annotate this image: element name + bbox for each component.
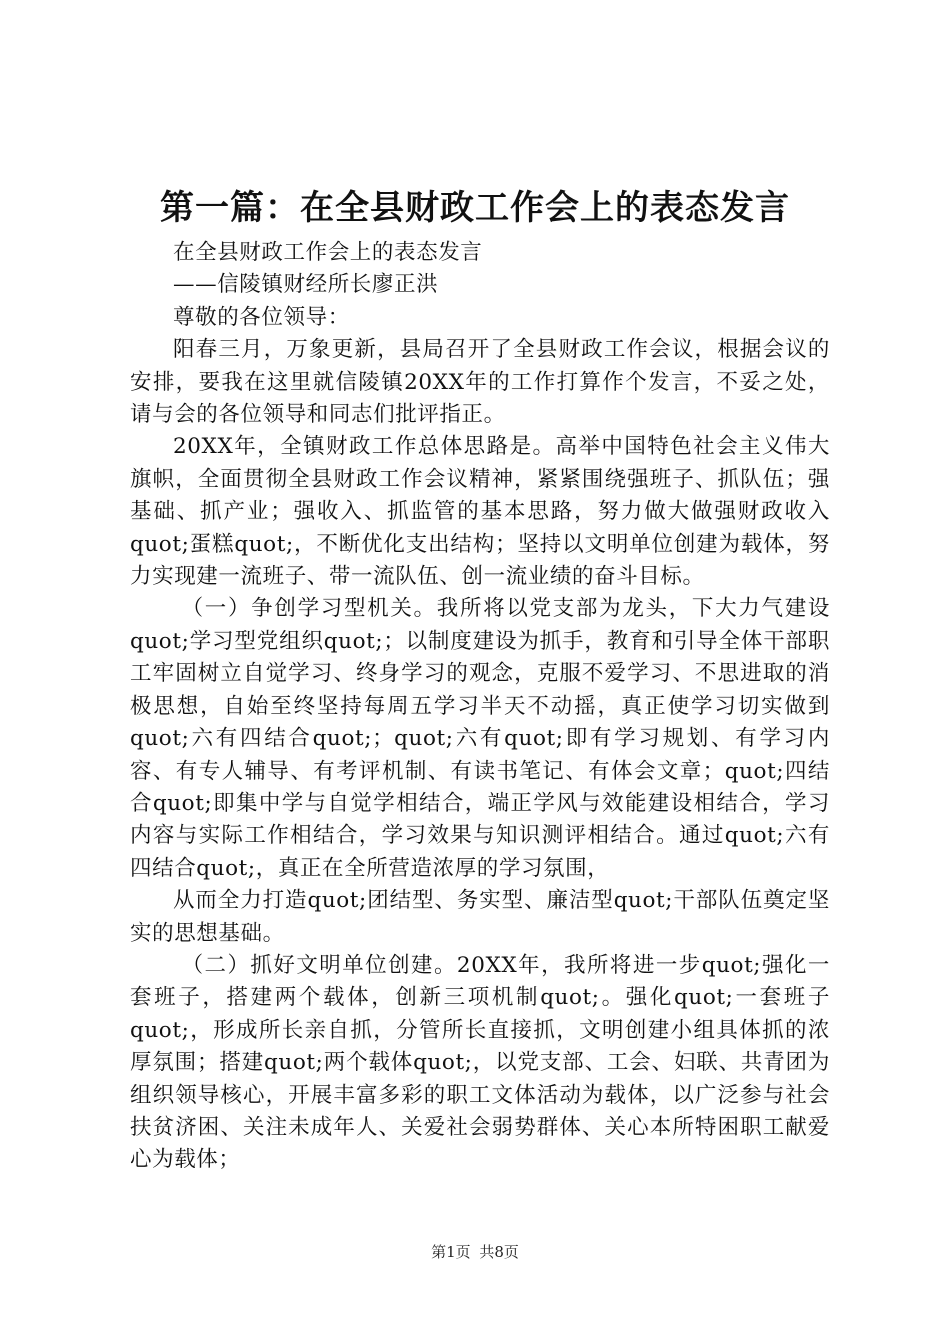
paragraph-intro: 阳春三月，万象更新，县局召开了全县财政工作会议，根据会议的安排，要我在这里就信陵镇20XX年的工作打算作个发言，不妥之处，请与会的各位领导和同志们批评指正。 xyxy=(130,337,830,428)
paragraph-section-1: （一）争创学习型机关。我所将以党支部为龙头，下大力气建设quot;学习型党组织quot;；以制度建设为抓手，教育和引导全体干部职工牢固树立自觉学习、终身学习的观念，克服不爱学习、不思进取的消极思想，自始至终坚持每周五学习半天不动摇，真正使学习切实做到quot;六有四结合quot;；quot;六有quot;即有学习规划、有学习内容、有专人辅导、有考评机制、有读书笔记、有体会文章；quot;四结合quot;即集中学与自觉学相结合，端正学风与效能建设相结合，学习内容与实际工作相结合，学习效果与知识测评相结合。通过quot;六有四结合quot;，真正在全所营造浓厚的学习氛围， xyxy=(130,596,830,881)
paragraph-section-1-cont: 从而全力打造quot;团结型、务实型、廉洁型quot;干部队伍奠定坚实的思想基础。 xyxy=(130,888,830,946)
page-total: 共8页 xyxy=(479,1243,519,1261)
author-line: ——信陵镇财经所长廖正洪 xyxy=(173,272,439,298)
page-number: 第1页 xyxy=(431,1243,471,1261)
paragraph-overview: 20XX年，全镇财政工作总体思路是。高举中国特色社会主义伟大旗帜，全面贯彻全县财政工作会议精神，紧紧围绕强班子、抓队伍；强基础、抓产业；强收入、抓监管的基本思路，努力做大做强财政收入quot;蛋糕quot;，不断优化支出结构；坚持以文明单位创建为载体，努力实现建一流班子、带一流队伍、创一流业绩的奋斗目标。 xyxy=(130,434,830,590)
paragraph-section-2: （二）抓好文明单位创建。20XX年，我所将进一步quot;强化一套班子，搭建两个载体，创新三项机制quot;。强化quot;一套班子quot;，形成所长亲自抓，分管所长直接抓，文明创建小组具体抓的浓厚氛围；搭建quot;两个载体quot;，以党支部、工会、妇联、共青团为组织领导核心，开展丰富多彩的职工文体活动为载体，以广泛参与社会扶贫济困、关注未成年人、关爱社会弱势群体、关心本所特困职工献爱心为载体； xyxy=(130,952,830,1173)
page-footer xyxy=(0,1242,950,1262)
subtitle-line: 在全县财政工作会上的表态发言 xyxy=(173,240,483,265)
document-body xyxy=(130,237,830,1177)
salutation: 尊敬的各位领导： xyxy=(173,304,350,330)
document-title: 第一篇：在全县财政工作会上的表态发言 xyxy=(160,188,790,228)
